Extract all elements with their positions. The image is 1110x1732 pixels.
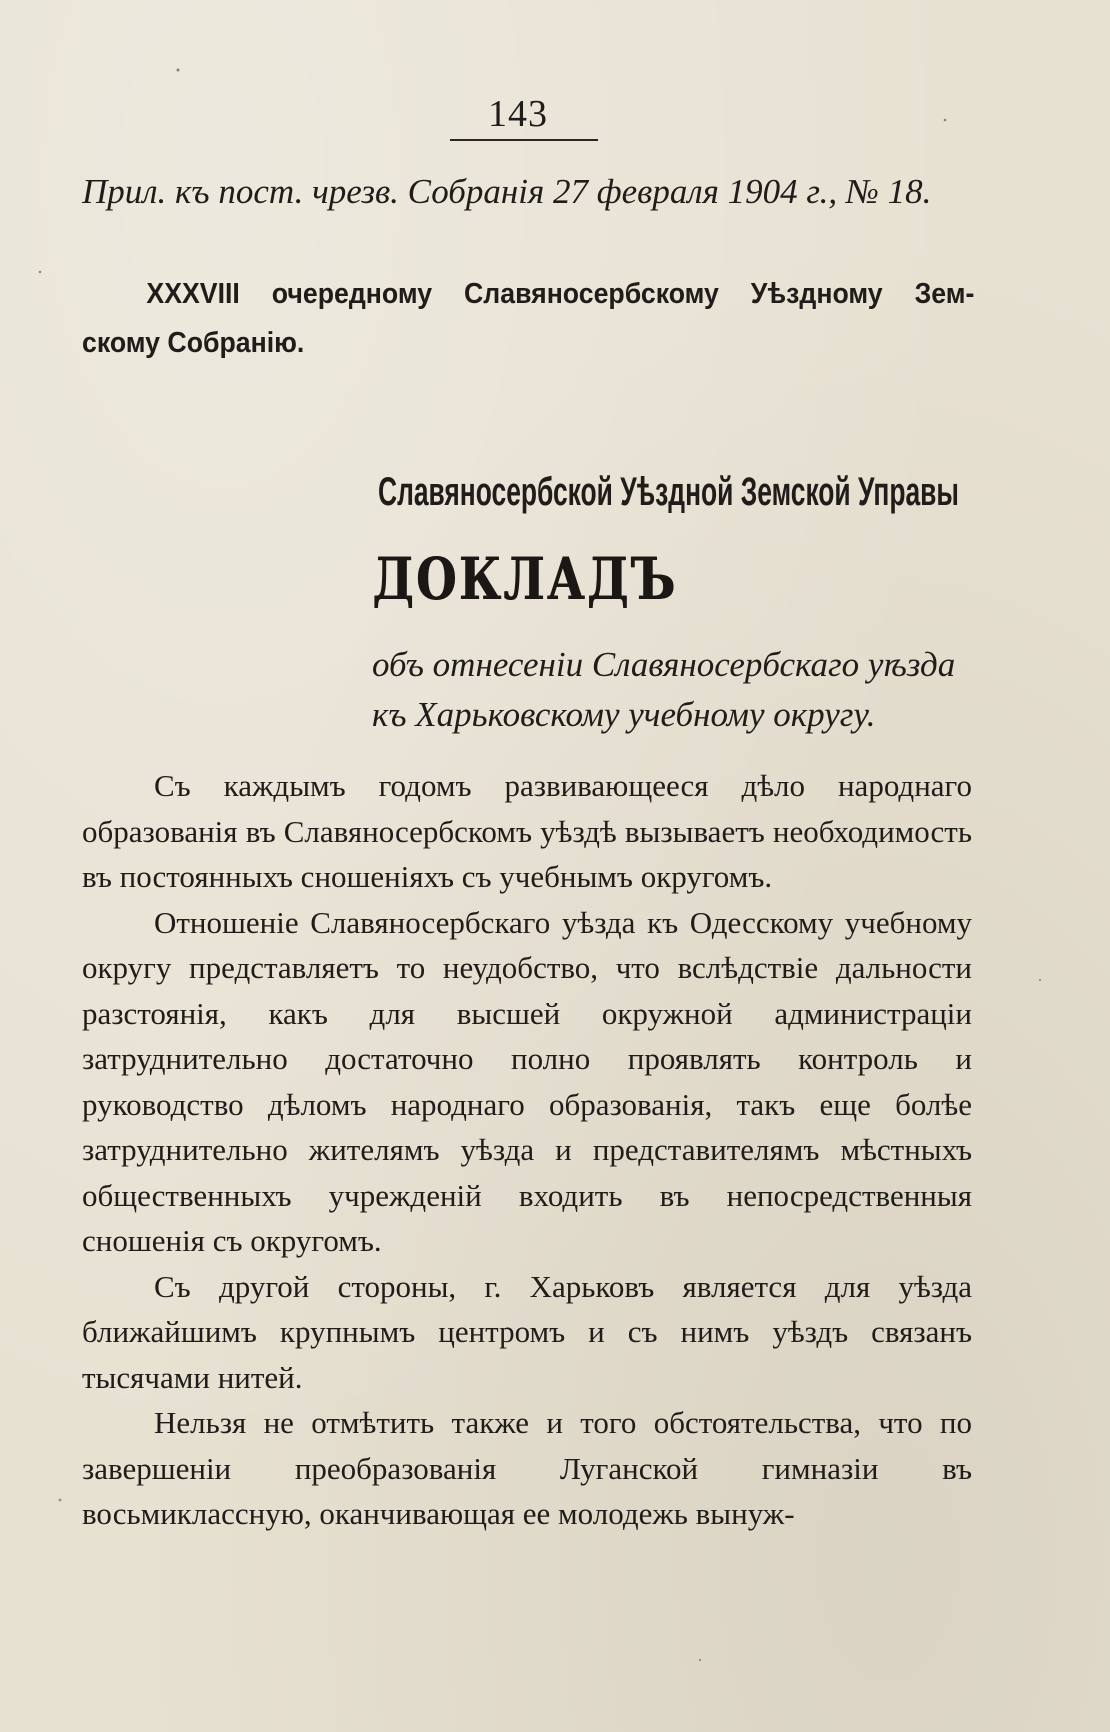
report-title: ДОКЛАДЪ (372, 545, 678, 613)
issuer-heading: Славяносербской Уѣздной Земской Управы (378, 470, 959, 514)
paragraph-2: Отношеніе Славяносербскаго уѣзда къ Одесскому учебному округу представляетъ то неудобство, что вслѣдствіе дальности разстоянія, какъ для высшей окружной администраціи затруднительно достаточно полно проявлять контроль и руководство дѣломъ народнаго образованія, такъ еще болѣе затруднительно жителямъ уѣзда и представителямъ мѣстныхъ общественныхъ учрежденій входить въ непосредственныя сношенія съ округомъ. (82, 904, 972, 1258)
paragraph-4: Нельзя не отмѣтить также и того обстоятельства, что по завершеніи преобразованія Луганской гимназіи въ восьмиклассную, оканчивающая ее молодежь вынуж- (82, 1405, 972, 1531)
report-subject (372, 640, 972, 740)
address-block (82, 270, 975, 368)
subject-line-2: къ Харьковскому учебному округу. (372, 695, 876, 734)
body-text (82, 763, 972, 1537)
page-number: 143 (488, 93, 548, 135)
paragraph-3: Съ другой стороны, г. Харьковъ является для уѣзда ближайшимъ крупнымъ центромъ и съ нимъ уѣздъ связанъ тысячами нитей. (82, 1268, 972, 1395)
subject-line-1: объ отнесеніи Славяносербскаго уѣзда (372, 645, 956, 684)
page-number-rule (450, 139, 598, 141)
appendix-reference: Прил. къ пост. чрезв. Собранія 27 февраля 1904 г., № 18. (82, 172, 932, 211)
paragraph-1: Съ каждымъ годомъ развивающееся дѣло народнаго образованія въ Славяносербскомъ уѣздѣ вызываетъ необходимость въ постоянныхъ сношеніяхъ съ учебнымъ округомъ. (82, 768, 972, 894)
address-line-2: скому Собранію. (82, 327, 305, 359)
address-line-1: XXXVIII очередному Славяносербскому Уѣздному Зем- (146, 278, 975, 310)
